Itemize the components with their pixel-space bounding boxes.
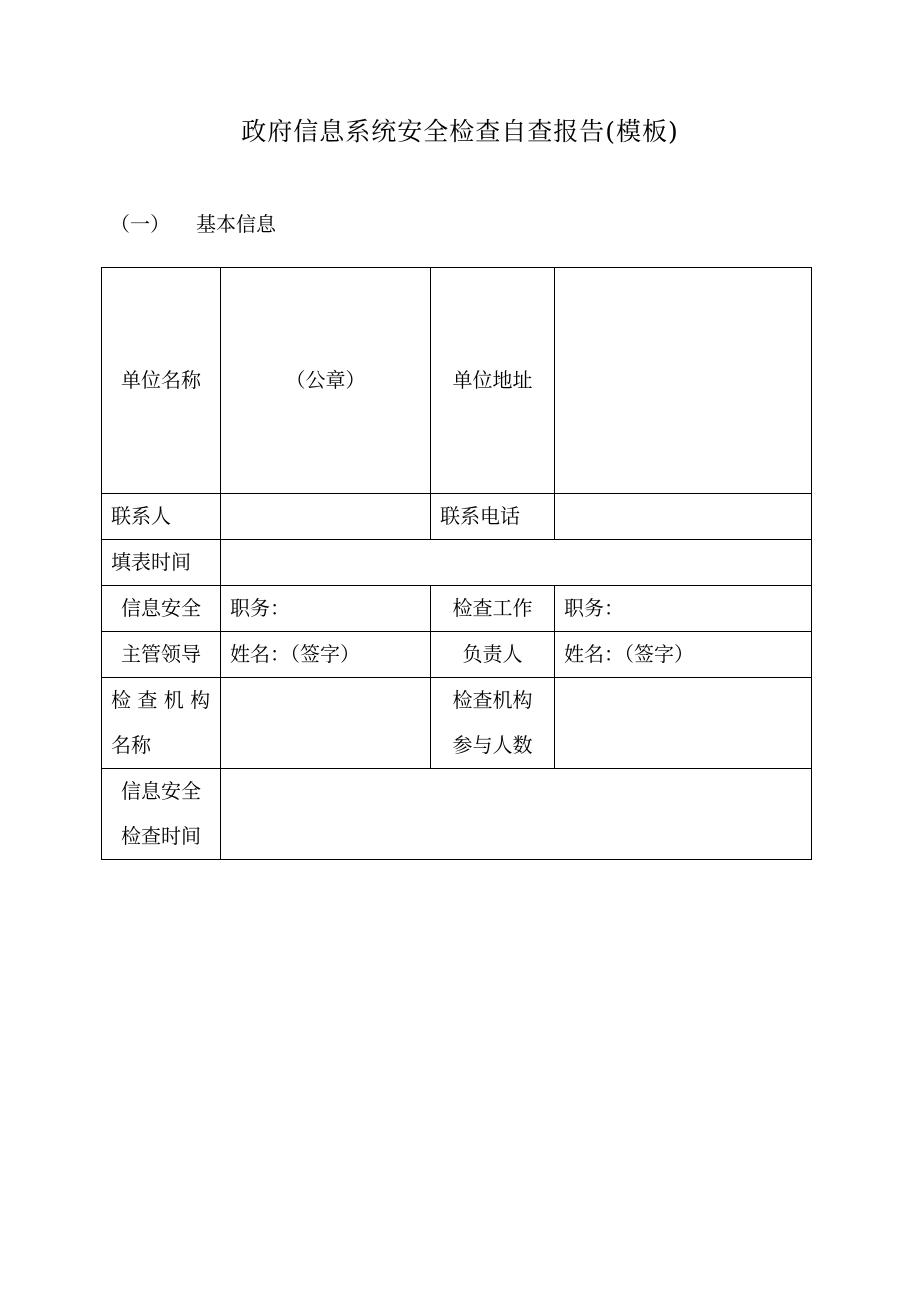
org-name-label — [102, 678, 221, 769]
phone-field[interactable] — [555, 494, 812, 540]
contact-label: 联系人 — [102, 494, 221, 540]
org-name-field[interactable] — [221, 678, 431, 769]
basic-info-table — [101, 267, 812, 860]
fill-time-label: 填表时间 — [102, 540, 221, 586]
section-title: 基本信息 — [196, 212, 276, 236]
unit-address-label: 单位地址 — [431, 268, 555, 494]
leader-label-line2: 主管领导 — [102, 632, 221, 678]
fill-time-field[interactable] — [221, 540, 812, 586]
org-people-label-line1: 检查机构 — [452, 688, 533, 712]
unit-address-field[interactable] — [555, 268, 812, 494]
check-time-field[interactable] — [221, 769, 812, 860]
contact-field[interactable] — [221, 494, 431, 540]
document-title: 政府信息系统安全检查自查报告(模板) — [241, 117, 679, 146]
section-heading — [110, 208, 276, 237]
inspector-name-field[interactable]: 姓名：（签字） — [555, 632, 812, 678]
phone-label: 联系电话 — [431, 494, 555, 540]
org-people-field[interactable] — [555, 678, 812, 769]
inspector-position-field[interactable]: 职务： — [555, 586, 812, 632]
unit-name-field[interactable]: （公章） — [221, 268, 431, 494]
org-name-label-line2: 名称 — [111, 733, 151, 757]
leader-name-field[interactable]: 姓名：（签字） — [221, 632, 431, 678]
unit-name-label: 单位名称 — [102, 268, 221, 494]
check-time-label-line1: 信息安全 — [121, 779, 201, 803]
org-people-label-line2: 参与人数 — [452, 733, 533, 757]
org-people-label — [431, 678, 555, 769]
check-time-label — [102, 769, 221, 860]
inspector-label-line2: 负责人 — [431, 632, 555, 678]
leader-position-field[interactable]: 职务： — [221, 586, 431, 632]
check-time-label-line2: 检查时间 — [121, 824, 201, 848]
inspector-label-line1: 检查工作 — [431, 586, 555, 632]
section-number: （一） — [110, 212, 170, 236]
leader-label-line1: 信息安全 — [102, 586, 221, 632]
org-name-label-line1: 检 查 机 构 — [111, 688, 211, 712]
